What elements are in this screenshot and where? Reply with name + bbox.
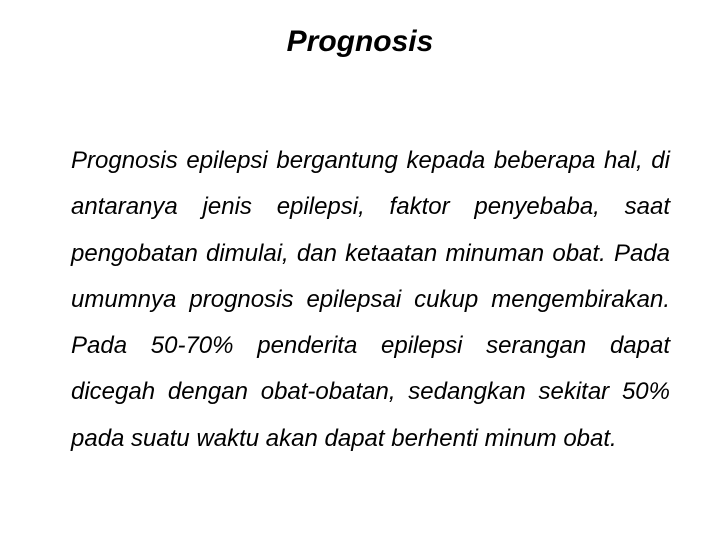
slide-title: Prognosis (286, 25, 434, 58)
body-paragraph: Prognosis epilepsi bergantung kepada beberapa hal, di antaranya jenis epilepsi, faktor penyebaba, saat pengobatan dimulai, dan ketaatan minuman obat. Pada umumnya prognosis epilepsai cukup mengembirakan. Pada 50-70% penderita epilepsi serangan dapat dicegah dengan obat-obatan, sedangkan sekitar 50% pada suatu waktu akan dapat berhenti minum obat. (71, 147, 670, 452)
